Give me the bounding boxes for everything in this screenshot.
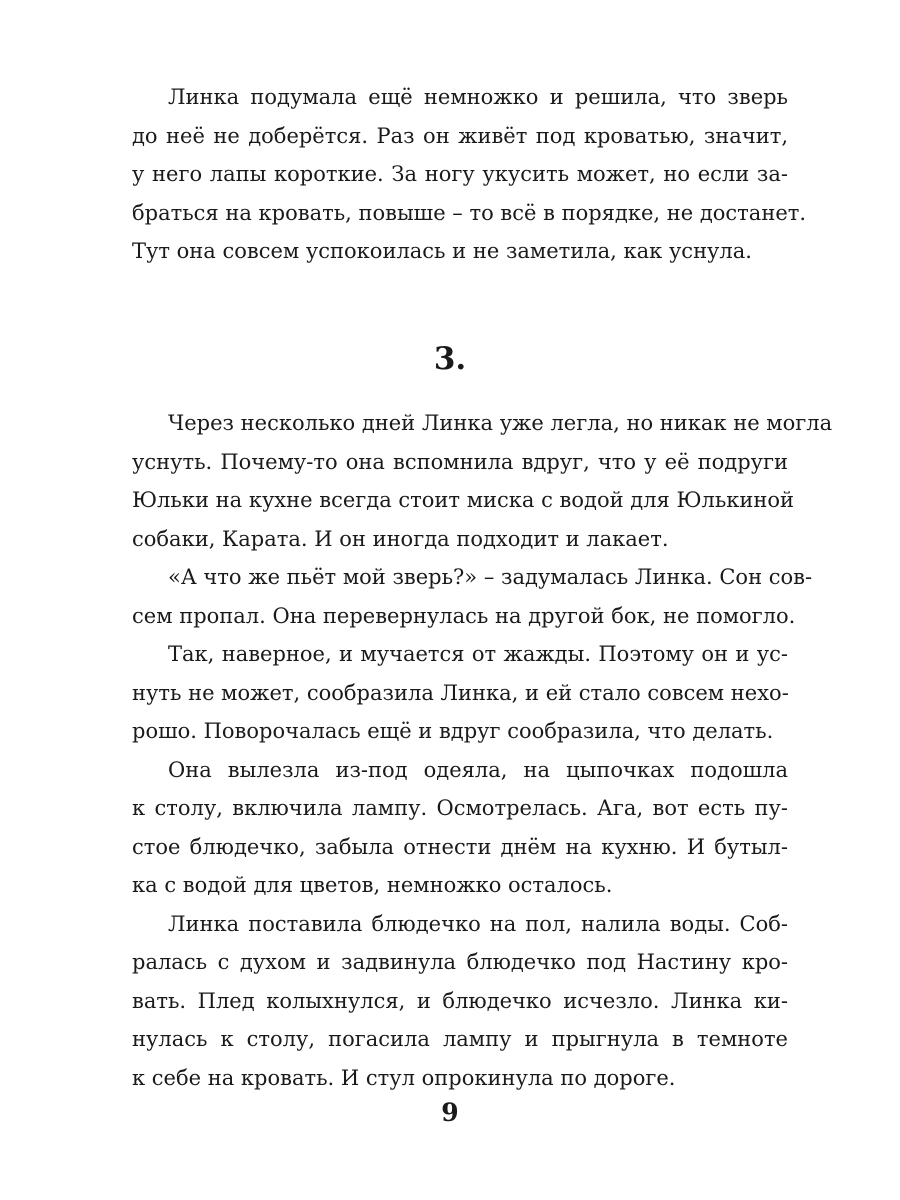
- chapter-body: [132, 404, 833, 1097]
- text-line: к столу, включила лампу. Осмотрелась. Ага, вот есть пу-: [132, 796, 788, 820]
- text-line: Линка поставила блюдечко на пол, налила воды. Соб-: [168, 911, 788, 936]
- text-line: уснуть. Почему-то она вспомнила вдруг, что у её подруги: [132, 449, 788, 474]
- text-line: сем пропал. Она перевернулась на другой бок, не помогло.: [132, 603, 796, 628]
- text-line: Так, наверное, и мучается от жажды. Поэтому он и ус-: [168, 642, 788, 666]
- text-line: стое блюдечко, забыла отнести днём на кухню. И бутыл-: [132, 834, 788, 859]
- text-line: ка с водой для цветов, немножко осталось.: [132, 873, 613, 897]
- text-line: Линка подумала ещё немножко и решила, что зверь: [168, 85, 788, 109]
- text-line: у него лапы короткие. За ногу укусить может, но если за-: [132, 162, 788, 186]
- text-line: Юльки на кухне всегда стоит миска с водой для Юлькиной: [132, 488, 795, 512]
- text-line: Через несколько дней Линка уже легла, но никак не могла: [168, 411, 833, 435]
- text-line: к себе на кровать. И стул опрокинула по дороге.: [132, 1065, 676, 1090]
- text-line: собаки, Карата. И он иногда подходит и лакает.: [132, 526, 669, 551]
- page-number: 9: [441, 1098, 459, 1127]
- text-line: до неё не доберётся. Раз он живёт под кроватью, значит,: [132, 123, 788, 148]
- text-line: ралась с духом и задвинула блюдечко под Настину кро-: [132, 950, 788, 974]
- text-line: вать. Плед колыхнулся, и блюдечко исчезло. Линка ки-: [132, 988, 788, 1013]
- text-line: Она вылезла из-под одеяла, на цыпочках подошла: [168, 757, 788, 782]
- text-line: нуть не может, сообразила Линка, и ей стало совсем нехо-: [132, 680, 789, 705]
- text-line: «А что же пьёт мой зверь?» – задумалась Линка. Сон сов-: [168, 565, 813, 589]
- text-line: Тут она совсем успокоилась и не заметила, как уснула.: [132, 239, 752, 263]
- text-line: нулась к столу, погасила лампу и прыгнула в темноте: [132, 1027, 788, 1051]
- paragraph-top: [132, 78, 807, 271]
- chapter-heading: 3.: [433, 341, 467, 377]
- text-line: рошо. Поворочалась ещё и вдруг сообразила, что делать.: [132, 719, 774, 743]
- text-line: браться на кровать, повыше – то всё в порядке, не достанет.: [132, 200, 807, 225]
